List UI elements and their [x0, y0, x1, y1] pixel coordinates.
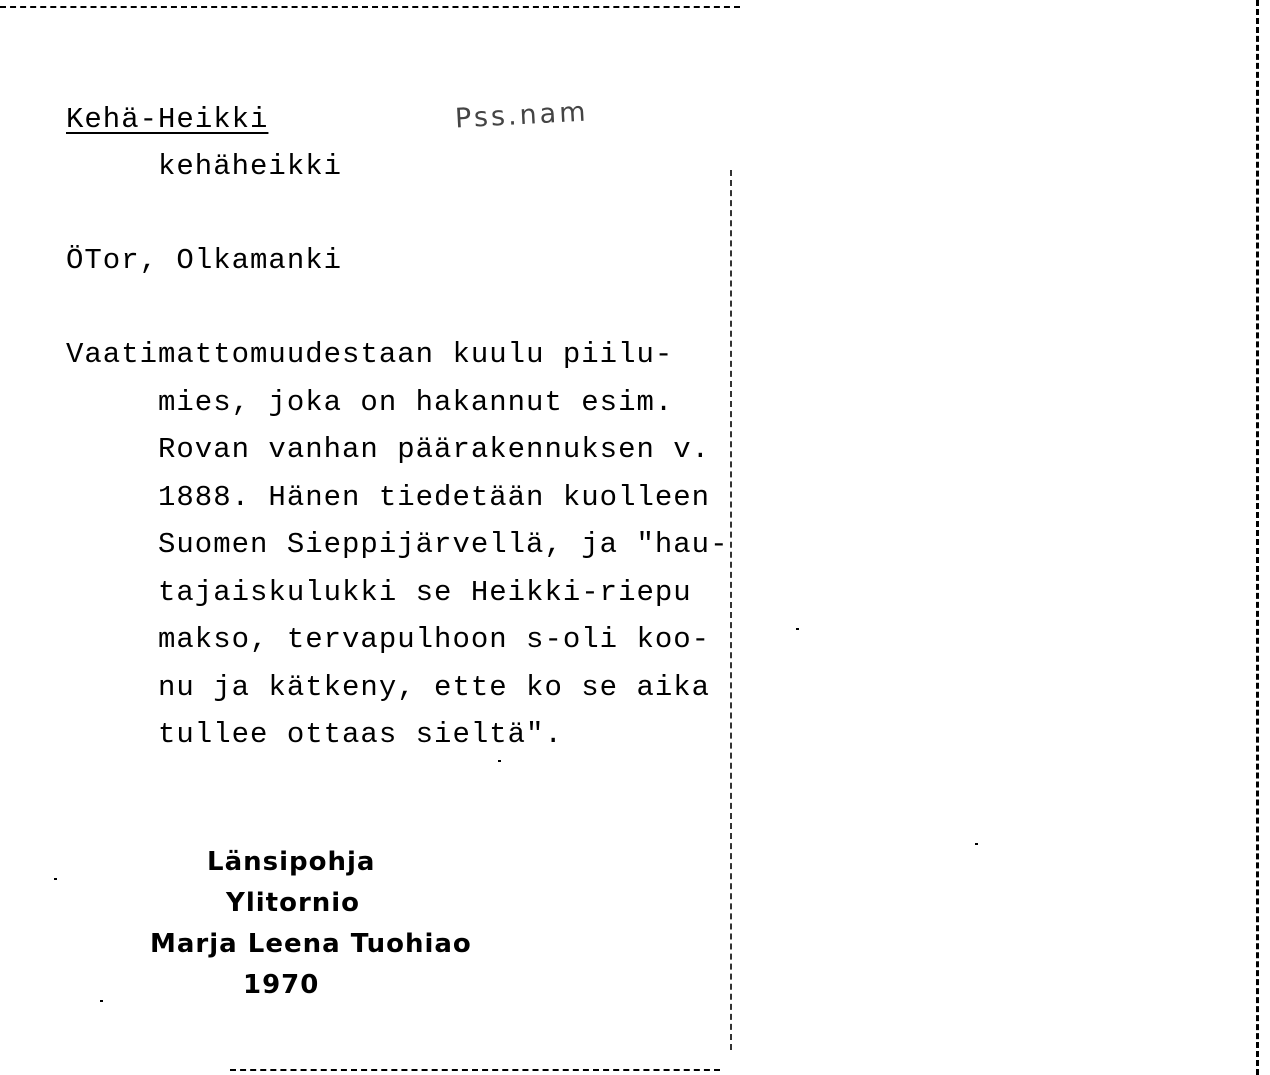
body-line: mies, joka on hakannut esim. [158, 386, 674, 419]
locality-codes: ÖTor, Olkamanki [66, 244, 343, 277]
body-line: 1888. Hänen tiedetään kuolleen [158, 481, 711, 514]
card-top-edge [0, 6, 740, 8]
body-line: Suomen Sieppijärvellä, ja "hau- [158, 528, 729, 561]
card-right-edge [730, 170, 732, 1050]
card-bottom-edge [230, 1069, 720, 1071]
body-line: nu ja kätkeny, ette ko se aika [158, 671, 711, 704]
headword: Kehä-Heikki [66, 103, 269, 136]
body-line: tullee ottaas sieltä". [158, 718, 563, 751]
stamp-collector: Marja Leena Tuohiao [150, 929, 472, 959]
scan-speck [796, 628, 799, 630]
scan-speck [100, 1000, 103, 1002]
body-line: makso, tervapulhoon s-oli koo- [158, 623, 711, 656]
scan-speck [498, 760, 501, 762]
scan-speck [54, 878, 57, 880]
stamp-parish: Ylitornio [226, 888, 361, 918]
handwritten-note: Pss.nam [454, 96, 590, 135]
body-line: Vaatimattomuudestaan kuulu piilu- [66, 338, 674, 371]
body-line: tajaiskulukki se Heikki-riepu [158, 576, 692, 609]
scan-speck [975, 843, 978, 845]
stamp-region: Länsipohja [207, 847, 376, 877]
body-line: Rovan vanhan päärakennuksen v. [158, 433, 711, 466]
variant-form: kehäheikki [158, 150, 343, 183]
scan-border [1256, 0, 1259, 1075]
stamp-year: 1970 [243, 970, 320, 1000]
